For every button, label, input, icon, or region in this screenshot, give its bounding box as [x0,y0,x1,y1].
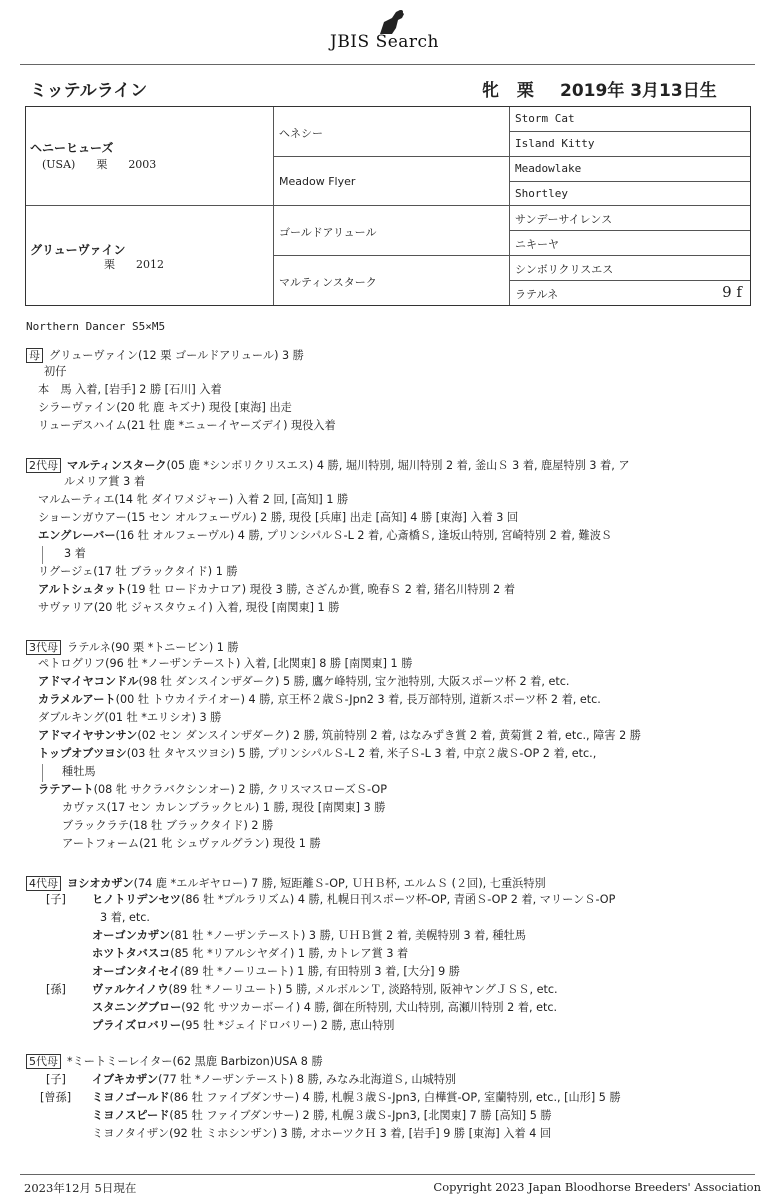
copyright: Copyright 2023 Japan Bloodhorse Breeders' Association [433,1180,761,1194]
pedigree-sss: Storm Cat [510,107,750,132]
record-text: (98 牡 ダンスインザダーク) 5 勝, 鷹ケ峰特別, 宝ケ池特別, 大阪スポーツ杯 2 着, etc. [138,675,570,688]
sire-info: (USA) 栗 2003 [42,158,157,171]
record-text: 初仔 [44,365,67,378]
family-line [62,764,96,780]
generation-tag: 2代母 [26,458,61,473]
family-line [92,1108,552,1124]
family-line [92,1018,394,1034]
horse-link[interactable]: トップオブツヨシ [38,747,127,760]
dam-info: 栗 2012 [104,258,164,271]
horse-link[interactable]: エングレーバー [38,529,116,542]
pedigree-ddd: ラテルネ 9 f [515,283,742,301]
horse-link[interactable]: アドマイヤサンサン [38,729,138,742]
dam-cell [26,206,274,305]
pedigree-table [25,106,751,306]
horse-link[interactable]: オーゴンタイセイ [92,965,181,978]
record-text: ルメリア賞 3 着 [64,475,146,488]
family-line [64,474,145,490]
record-text: リグージェ(17 牡 ブラックタイド) 1 勝 [38,565,238,578]
record-text: (92 牝 サツカーボーイ) 4 勝, 御在所特別, 犬山特別, 高瀬川特別 2 着, etc. [181,1001,558,1014]
horse-link[interactable]: アルトシュタット [38,583,127,596]
bottom-divider [20,1174,755,1175]
family-line [38,528,612,544]
record-text: (16 牡 オルフェーヴル) 4 勝, プリンシパルＳ-L 2 着, 心斎橋Ｓ, 逢坂山特別, 宮崎特別 2 着, 難波Ｓ [115,529,613,542]
pedigree-dss: サンデーサイレンス [510,206,750,231]
horse-birthdate: 2019年 3月13日生 [560,81,717,101]
generation-tag: 5代母 [26,1054,61,1069]
family-line [38,674,569,690]
relation-label: [子] [46,893,66,906]
horse-link[interactable]: マルティンスターク [67,459,167,472]
inbreeding-cross: Northern Dancer S5×M5 [26,320,166,333]
family-line [100,910,150,926]
sire-name[interactable]: ヘニーヒューズ [30,141,114,155]
family-line [64,546,86,562]
record-text: (95 牡 *ジェイドロバリー) 2 勝, 恵山特別 [181,1019,395,1032]
horse-link[interactable]: アドマイヤコンドル [38,675,139,688]
pedigree-dds: シンボリクリスエス [510,256,750,281]
record-text: (00 牡 トウカイテイオー) 4 勝, 京王杯２歳Ｓ-Jpn2 3 着, 長万部特別, 道新スポーツ杯 2 着, etc. [115,693,601,706]
horse-sex-color: 牝 栗 [482,81,540,101]
family-line [62,836,321,852]
family-line [38,382,222,398]
horse-link[interactable]: イブキカザン [92,1073,159,1086]
family-line [92,982,558,998]
relation-label: [子] [46,1073,66,1086]
sire-cell [26,107,274,206]
logo-text: JBIS Search [330,32,440,52]
record-text: ダブルキング(01 牡 *エリシオ) 3 勝 [38,711,222,724]
record-text: シラーヴァイン(20 牝 鹿 キズナ) 現役 [東海] 出走 [38,401,292,414]
record-text: 3 着, etc. [100,911,150,924]
relation-label: [曾孫] [40,1091,72,1104]
record-text: (19 牡 ロードカナロア) 現役 3 勝, さざんか賞, 晩春Ｓ 2 着, 猪名川特別 2 着 [126,583,516,596]
family-line [38,656,412,672]
family-line [38,418,336,434]
family-line [92,928,526,944]
record-text: ラテルネ(90 栗 *トニービン) 1 勝 [67,641,239,654]
pedigree-dd: マルティンスターク [274,256,510,305]
record-text: (74 鹿 *エルギヤロー) 7 勝, 短距離Ｓ-OP, ＵＨＢ杯, エルムＳ (２回), 七重浜特別 [133,877,546,890]
pedigree-sds: Meadowlake [510,157,750,182]
pedigree-ss: ヘネシー [274,107,510,157]
horse-link[interactable]: カラメルアート [38,693,116,706]
pedigree-ds: ゴールドアリュール [274,206,510,256]
record-text: (89 牡 *ノーリユート) 5 勝, メルボルンＴ, 淡路特別, 阪神ヤングＪＳＳ, etc. [168,983,558,996]
family-line [92,1072,456,1088]
record-text: (86 牡 ファイブダンサー) 4 勝, 札幌３歳Ｓ-Jpn3, 白樺賞-OP, 室蘭特別, etc., [山形] 5 勝 [169,1091,621,1104]
family-line [92,1090,621,1106]
horse-link[interactable]: ラテアート [38,783,94,796]
family-line [62,800,385,816]
record-text: (89 牡 *ノーリユート) 1 勝, 有田特別 3 着, [大分] 9 勝 [180,965,460,978]
record-text: 3 着 [64,547,86,560]
horse-link[interactable]: オーゴンカザン [92,929,171,942]
record-text: *ミートミーレイター(62 黒鹿 Barbizon)USA 8 勝 [67,1055,323,1068]
jbis-logo[interactable] [330,8,470,56]
record-text: (86 牡 *プルラリズム) 4 勝, 札幌日刊スポーツ杯-OP, 青函Ｓ-OP 2 着, マリーンＳ-OP [180,893,616,906]
record-text: カヴァス(17 セン カレンブラックヒル) 1 勝, 現役 [南関東] 3 勝 [62,801,386,814]
horse-link[interactable]: ミヨノゴールド [92,1091,170,1104]
family-line [38,600,339,616]
continuation-bar [42,546,43,564]
horse-link[interactable]: プライズロバリー [92,1019,182,1032]
record-text: (85 牡 ファイブダンサー) 2 勝, 札幌３歳Ｓ-Jpn3, [北関東] 7 勝 [高知] 5 勝 [169,1109,552,1122]
pedigree-ssd: Island Kitty [510,132,750,157]
record-text: (85 牝 *リアルシヤダイ) 1 勝, カトレア賞 3 着 [170,947,409,960]
horse-link[interactable]: ヨシオカザン [67,877,134,890]
family-line [38,746,596,762]
family-line [26,1054,323,1070]
family-line [38,710,221,726]
horse-link[interactable]: ミヨノスピード [92,1109,170,1122]
family-line [92,964,460,980]
family-line [62,818,273,834]
pedigree-sd: Meadow Flyer [274,157,510,206]
generation-tag: 母 [26,348,43,363]
family-line [38,510,518,526]
record-text: (77 牡 *ノーザンテースト) 8 勝, みなみ北海道Ｓ, 山城特別 [158,1073,457,1086]
horse-title-row [30,76,750,104]
record-text: ペトログリフ(96 牡 *ノーザンテースト) 入着, [北関東] 8 勝 [南関東] 1 勝 [38,657,413,670]
record-text: (03 牡 タヤスツヨシ) 5 勝, プリンシパルＳ-L 2 着, 米子Ｓ-L 3 着, 中京２歳Ｓ-OP 2 着, etc., [126,747,597,760]
pedigree-dsd: ニキーヤ [510,231,750,256]
family-line [92,1126,551,1142]
family-line [38,692,601,708]
record-text: (02 セン ダンスインザダーク) 2 勝, 筑前特別 2 着, はなみずき賞 2 着, 黄菊賞 2 着, etc., 障害 2 勝 [137,729,641,742]
horse-link[interactable]: スタニングブロー [92,1001,182,1014]
family-line [26,876,546,892]
horse-link[interactable]: ヒノトリデンセツ [92,893,181,906]
horse-name: ミッテルライン [30,81,148,101]
as-of-date: 2023年12月 5日現在 [24,1181,137,1195]
record-text: リューデスハイム(21 牡 鹿 *ニューイヤーズデイ) 現役入着 [38,419,336,432]
family-line [26,348,304,364]
family-line [26,458,630,474]
family-line [26,640,239,656]
record-text: アートフォーム(21 牝 シュヴァルグラン) 現役 1 勝 [62,837,321,850]
family-line [92,892,615,908]
record-text: 種牡馬 [62,765,96,778]
horse-link[interactable]: ホツトタバスコ [92,947,171,960]
record-text: (05 鹿 *シンボリクリスエス) 4 勝, 堀川特別, 堀川特別 2 着, 釜山Ｓ 3 着, 鹿屋特別 3 着, ア [166,459,630,472]
record-text: サヴァリア(20 牝 ジャスタウェイ) 入着, 現役 [南関東] 1 勝 [38,601,340,614]
family-line [44,364,66,380]
family-line [92,1000,557,1016]
family-line [38,728,641,744]
horse-link[interactable]: ヴァルケイノウ [92,983,169,996]
record-text: ショーンガウアー(15 セン オルフェーヴル) 2 勝, 現役 [兵庫] 出走 [高知] 4 勝 [東海] 入着 3 回 [38,511,519,524]
family-line [38,582,515,598]
record-text: ブラックラテ(18 牡 ブラックタイド) 2 勝 [62,819,274,832]
generation-tag: 4代母 [26,876,61,891]
record-text: (08 牝 サクラバクシンオー) 2 勝, クリスマスローズＳ-OP [93,783,387,796]
continuation-bar [42,764,43,782]
family-line [38,492,348,508]
family-line [38,782,387,798]
dam-name[interactable]: グリューヴァイン [30,243,126,257]
pedigree-sdd: Shortley [510,182,750,206]
generation-tag: 3代母 [26,640,61,655]
record-text: (81 牡 *ノーザンテースト) 3 勝, ＵＨＢ賞 2 着, 美幌特別 3 着, 種牡馬 [170,929,526,942]
top-divider [20,64,755,65]
family-line [38,400,292,416]
family-line [92,946,408,962]
family-line [38,564,238,580]
family-number: 9 f [722,283,742,301]
record-text: 本 馬 入着, [岩手] 2 勝 [石川] 入着 [38,383,222,396]
record-text: グリューヴァイン(12 栗 ゴールドアリュール) 3 勝 [49,349,304,362]
relation-label: [孫] [46,983,66,996]
record-text: ミヨノタイザン(92 牡 ミホシンザン) 3 勝, オホーツクＨ 3 着, [岩手] 9 勝 [東海] 入着 4 回 [92,1127,552,1140]
record-text: マルムーティエ(14 牝 ダイワメジャー) 入着 2 回, [高知] 1 勝 [38,493,349,506]
